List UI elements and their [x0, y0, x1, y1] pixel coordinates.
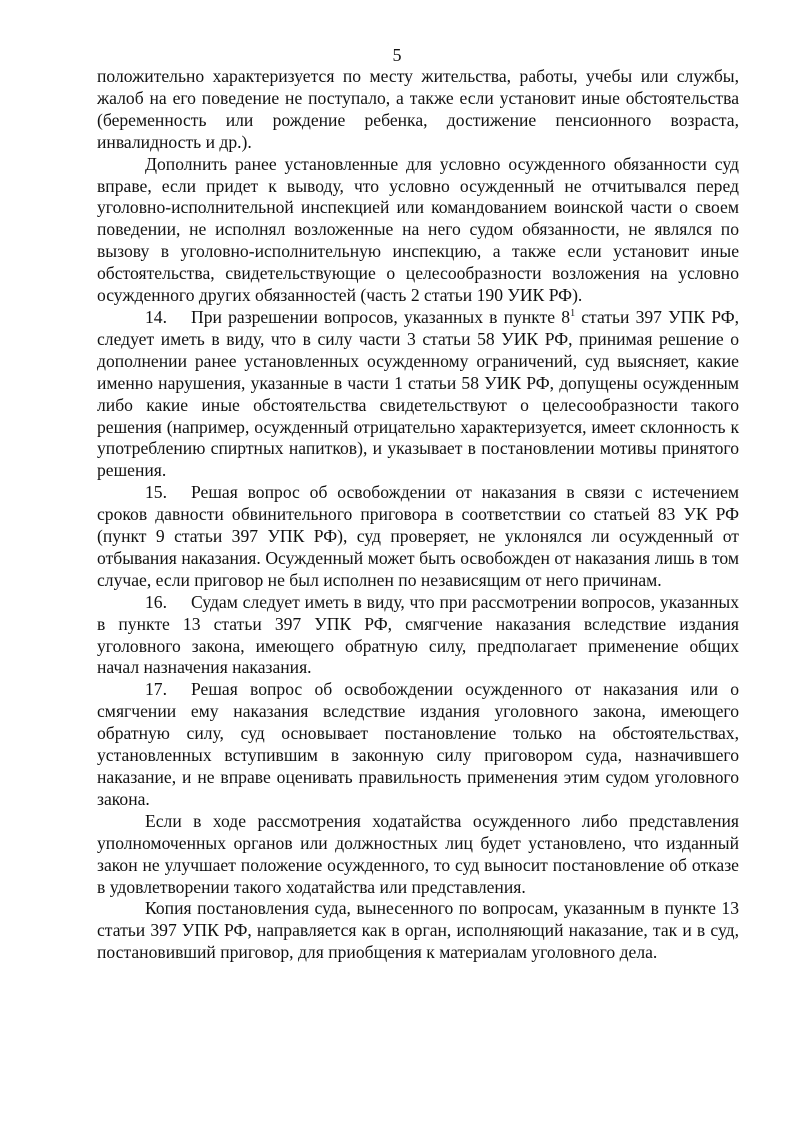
paragraph-14: [97, 307, 739, 482]
paragraph-continuation: положительно характеризуется по месту жительства, работы, учебы или службы, жалоб на его поведение не поступало, а также если установит иные обстоятельства (беременность или рождение ребенка, достижение пенсионного возраста, инвалидность и др.).: [97, 66, 739, 152]
paragraph-refusal: Если в ходе рассмотрения ходатайства осужденного либо представления уполномоченных органов или должностных лиц будет установлено, что изданный закон не улучшает положение осужденного, то суд выносит постановление об отказе в удовлетворении такого ходатайства или представления.: [97, 810, 739, 897]
paragraph-number: 16.: [145, 591, 167, 612]
paragraph-15: [97, 482, 739, 592]
paragraph-number: 15.: [145, 482, 167, 503]
paragraph-16: [97, 592, 739, 680]
paragraph-number: 17.: [145, 679, 167, 700]
document-body: [97, 66, 739, 964]
paragraph-text: При разрешении вопросов, указанных в пункте 8: [191, 306, 571, 327]
paragraph-text: Судам следует иметь в виду, что при рассмотрении вопросов, указанных в пункте 13 статьи 397 УПК РФ, смягчение наказания вследствие издания уголовного закона, имеющего обратную силу, предполагает применение общих начал назначения наказания.: [97, 591, 739, 678]
paragraph-17: [97, 679, 739, 810]
paragraph-text: Решая вопрос об освобождении от наказания в связи с истечением сроков давности обвинительного приговора в соответствии со статьей 83 УК РФ (пункт 9 статьи 397 УПК РФ), суд проверяет, не уклонялся ли осужденный от отбывания наказания. Осужденный может быть освобожден от наказания лишь в том случае, если приговор не был исполнен по независящим от него причинам.: [97, 482, 739, 590]
paragraph-copy-of-ruling: Копия постановления суда, вынесенного по вопросам, указанным в пункте 13 статьи 397 УПК РФ, направляется как в орган, исполняющий наказание, так и в суд, постановивший приговор, для приобщения к материалам уголовного дела.: [97, 898, 739, 963]
paragraph-text: Решая вопрос об освобождении осужденного от наказания или о смягчении ему наказания вследствие издания уголовного закона, имеющего обратную силу, суд основывает постановление только на обстоятельствах, установленных вступившим в законную силу приговором суда, назначившего наказание, и не вправе оценивать правильность применения этим судом уголовного закона.: [97, 679, 739, 809]
paragraph-number: 14.: [145, 306, 167, 327]
paragraph-additional-duties: Дополнить ранее установленные для условно осужденного обязанности суд вправе, если придет к выводу, что условно осужденный не отчитывался перед уголовно-исполнительной инспекцией или командованием воинской части о своем поведении, не исполнял возложенные на него судом обязанности, не являлся по вызову в уголовно-исполнительную инспекцию, а также если установит иные обстоятельства, свидетельствующие о целесообразности возложения на условно осужденного других обязанностей (часть 2 статьи 190 УИК РФ).: [97, 153, 739, 306]
page-number: 5: [392, 45, 402, 65]
paragraph-text: статьи 397 УПК РФ, следует иметь в виду, что в силу части 3 статьи 58 УИК РФ, принимая решение о дополнении ранее установленных осужденному ограничений, суд выясняет, какие именно нарушения, указанные в части 1 статьи 58 УИК РФ, допущены осужденным либо какие иные обстоятельства свидетельствуют о целесообразности такого решения (например, осужденный отрицательно характеризуется, имеет склонность к употреблению спиртных напитков), и указывает в постановлении мотивы принятого решения.: [97, 306, 739, 481]
superscript: 1: [570, 307, 576, 319]
